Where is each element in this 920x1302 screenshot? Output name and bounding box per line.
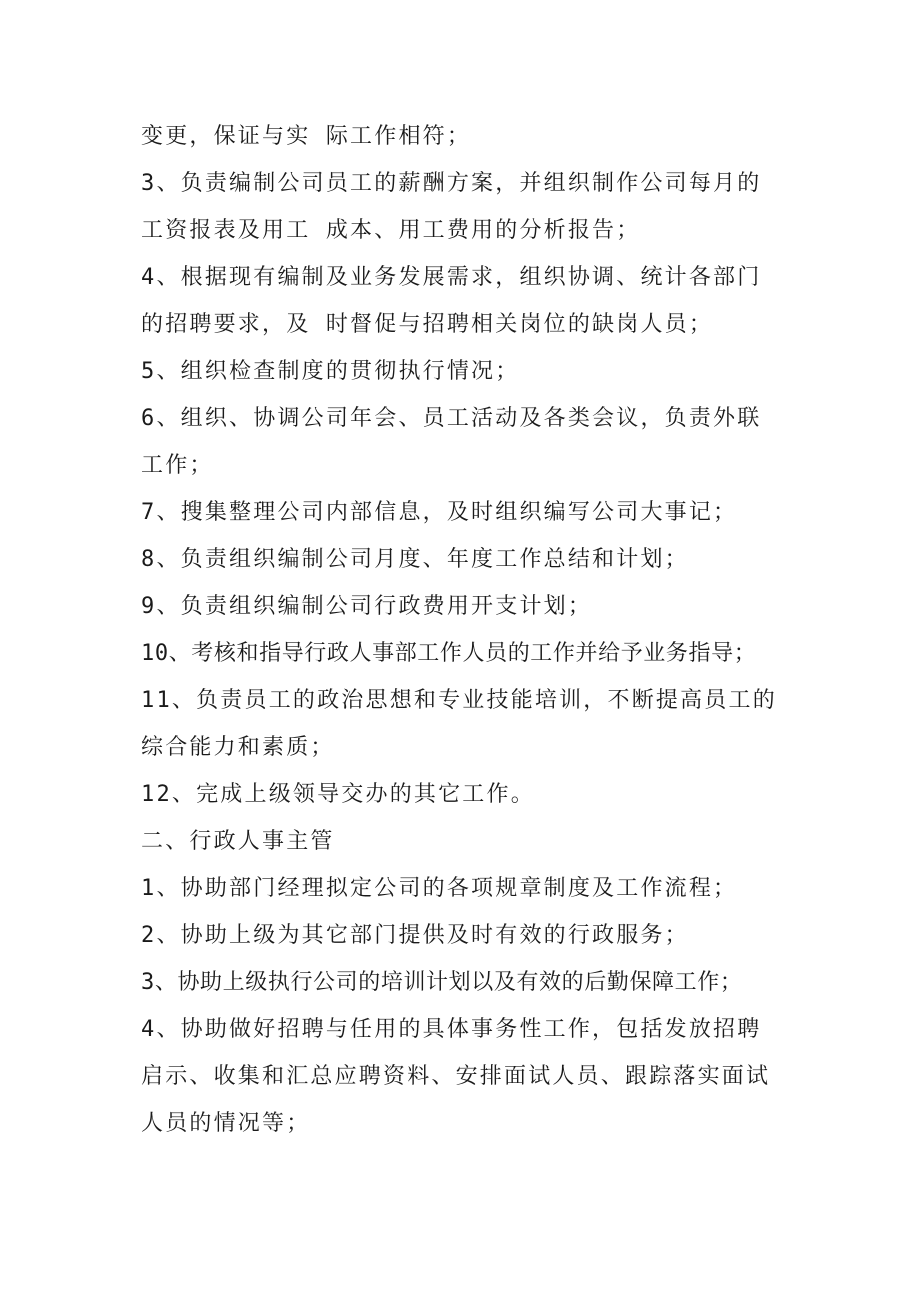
text-line: 11、负责员工的政治思想和专业技能培训，不断提高员工的 <box>141 688 777 713</box>
text-line: 工资报表及用工 成本、用工费用的分析报告； <box>141 218 641 243</box>
text-line: 6、组织、协调公司年会、员工活动及各类会议，负责外联 <box>141 406 762 431</box>
text-line: 7、搜集整理公司内部信息，及时组织编写公司大事记； <box>141 500 738 525</box>
document-body <box>141 113 811 1147</box>
text-line: 2、协助上级为其它部门提供及时有效的行政服务； <box>141 923 689 948</box>
text-line: 12、完成上级领导交办的其它工作。 <box>141 782 535 807</box>
text-line: 9、负责组织编制公司行政费用开支计划； <box>141 594 593 619</box>
text-line: 启示、收集和汇总应聘资料、安排面试人员、跟踪落实面试 <box>141 1064 771 1089</box>
text-line: 3、协助上级执行公司的培训计划以及有效的后勤保障工作； <box>141 970 743 995</box>
text-line: 1、协助部门经理拟定公司的各项规章制度及工作流程； <box>141 876 738 901</box>
text-line: 3、负责编制公司员工的薪酬方案，并组织制作公司每月的 <box>141 171 762 196</box>
text-line: 变更，保证与实 际工作相符； <box>141 124 472 149</box>
text-line: 4、根据现有编制及业务发展需求，组织协调、统计各部门 <box>141 265 762 290</box>
text-line: 10、考核和指导行政人事部工作人员的工作并给予业务指导； <box>141 641 757 666</box>
text-line: 人员的情况等； <box>141 1111 311 1136</box>
text-line: 工作； <box>141 453 214 478</box>
text-line: 4、协助做好招聘与任用的具体事务性工作，包括发放招聘 <box>141 1017 762 1042</box>
section-heading: 二、行政人事主管 <box>141 829 335 854</box>
text-line: 综合能力和素质； <box>141 735 335 760</box>
text-line: 8、负责组织编制公司月度、年度工作总结和计划； <box>141 547 689 572</box>
text-line: 5、组织检查制度的贯彻执行情况； <box>141 359 520 384</box>
text-line: 的招聘要求，及 时督促与招聘相关岗位的缺岗人员； <box>141 312 714 337</box>
